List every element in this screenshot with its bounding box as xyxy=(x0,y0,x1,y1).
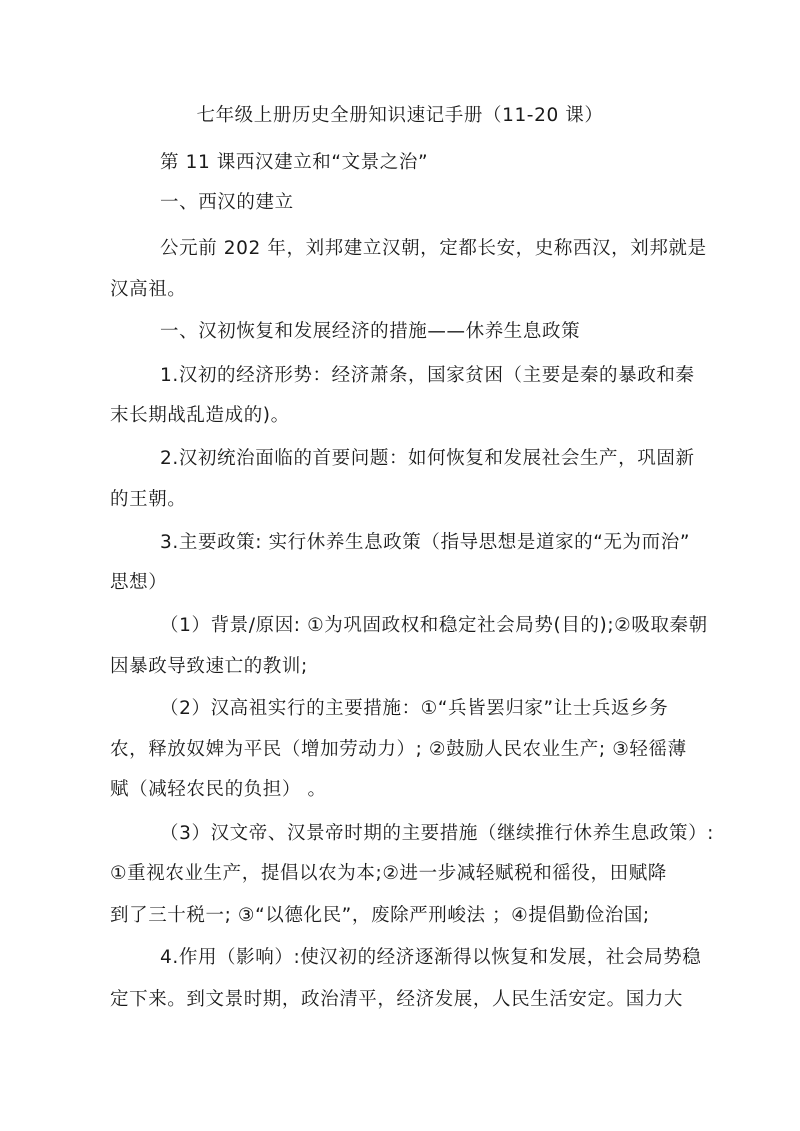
paragraph-line: 到了三十税一; ③“以德化民”，废除严刑峻法 ；④提倡勤俭治国; xyxy=(110,905,650,926)
section-heading-establishment: 一、西汉的建立 xyxy=(160,192,294,213)
paragraph-line: 1.汉初的经济形势：经济萧条，国家贫困（主要是秦的暴政和秦 xyxy=(160,365,695,386)
paragraph-line: 4.作用（影响）:使汉初的经济逐渐得以恢复和发展，社会局势稳 xyxy=(160,947,702,968)
paragraph-line: 公元前 202 年，刘邦建立汉朝，定都长安，史称西汉，刘邦就是 xyxy=(160,238,707,259)
paragraph-line: ①重视农业生产，提倡以农为本;②进一步减轻赋税和徭役，田赋降 xyxy=(110,863,667,884)
section-heading-policy: 一、汉初恢复和发展经济的措施——休养生息政策 xyxy=(160,321,581,342)
paragraph-line: （2）汉高祖实行的主要措施：①“兵皆罢归家”让士兵返乡务 xyxy=(160,698,669,719)
paragraph-line: 3.主要政策: 实行休养生息政策（指导思想是道家的“无为而治” xyxy=(160,532,691,553)
paragraph-line: 末长期战乱造成的)。 xyxy=(110,405,290,426)
paragraph-line: 农，释放奴婢为平民（增加劳动力）; ②鼓励人民农业生产; ③轻徭薄 xyxy=(110,739,687,760)
paragraph-line: 2.汉初统治面临的首要问题：如何恢复和发展社会生产，巩固新 xyxy=(160,448,695,469)
document-title: 七年级上册历史全册知识速记手册（11-20 课） xyxy=(196,105,604,126)
paragraph-line: （3）汉文帝、汉景帝时期的主要措施（继续推行休养生息政策）: xyxy=(160,823,715,844)
paragraph-line: 汉高祖。 xyxy=(110,279,187,300)
paragraph-line: 思想） xyxy=(110,572,168,593)
paragraph-line: 定下来。到文景时期，政治清平，经济发展，人民生活安定。国力大 xyxy=(110,989,684,1010)
paragraph-line: （1）背景/原因: ①为巩固政权和稳定社会局势(目的);②吸取秦朝 xyxy=(160,615,708,636)
paragraph-line: 赋（减轻农民的负担） 。 xyxy=(110,779,327,800)
lesson-heading: 第 11 课西汉建立和“文景之治” xyxy=(160,152,429,173)
paragraph-line: 的王朝。 xyxy=(110,489,187,510)
paragraph-line: 因暴政导致速亡的教训; xyxy=(110,656,308,677)
